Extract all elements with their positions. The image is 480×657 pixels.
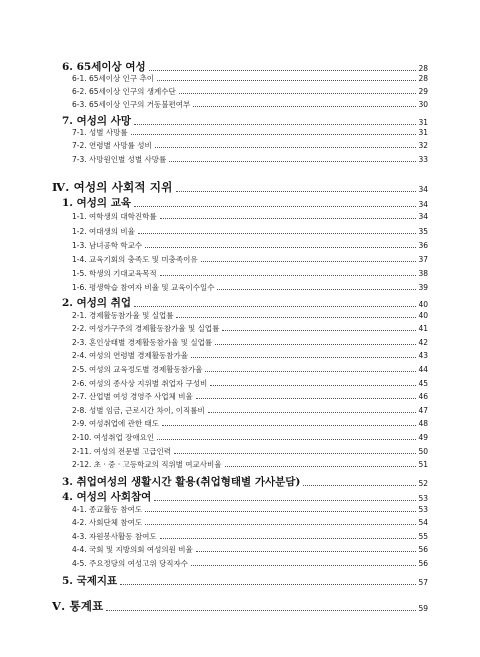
dot-leader <box>174 453 416 454</box>
dot-leader <box>222 330 416 331</box>
dot-leader <box>131 134 417 135</box>
dot-leader <box>162 425 416 426</box>
toc-entry-page-number: 34 <box>418 212 428 221</box>
toc-entry-title: 4-1. 종교활동 참여도 <box>72 505 143 514</box>
toc-entry-title: 6-1. 65세이상 인구 추이 <box>72 74 155 83</box>
toc-entry-section <box>62 492 428 503</box>
toc-entry-sub <box>72 213 428 221</box>
dot-leader <box>205 371 416 372</box>
dot-leader <box>196 551 417 552</box>
dot-leader <box>196 398 417 399</box>
toc-entry-title: 4-5. 주요정당의 여성고위 당직자수 <box>72 559 188 568</box>
toc-entry-page-number: 28 <box>418 74 428 83</box>
toc-entry-sub <box>72 75 428 83</box>
toc-entry-sub <box>72 519 428 527</box>
toc-entry-title: 2-1. 경제활동참가율 및 실업률 <box>72 311 174 320</box>
toc-entry-page-number: 56 <box>418 559 428 568</box>
toc-entry-page-number: 56 <box>418 545 428 554</box>
toc-entry-page-number: 49 <box>418 433 428 442</box>
toc-entry-section <box>62 198 428 209</box>
toc-entry-part <box>52 601 428 613</box>
toc-entry-title: 6. 65세이상 여성 <box>62 61 146 73</box>
dot-leader <box>217 289 416 290</box>
toc-entry-sub <box>72 352 428 360</box>
toc-entry-sub <box>72 560 428 568</box>
toc-entry-page-number: 29 <box>418 87 428 96</box>
toc-entry-page-number: 31 <box>418 118 428 127</box>
toc-entry-page-number: 28 <box>418 64 428 73</box>
toc-entry-section <box>62 477 428 488</box>
toc-entry-section <box>62 116 428 127</box>
toc-entry-sub <box>72 88 428 96</box>
toc-entry-page-number: 31 <box>418 128 428 137</box>
toc-entry-page-number: 46 <box>418 392 428 401</box>
toc-entry-page-number: 43 <box>418 351 428 360</box>
toc-entry-title: 2-12. 초 · 중 · 고등학교의 직위별 여교사비율 <box>72 460 222 469</box>
toc-entry-page-number: 53 <box>418 494 428 503</box>
toc-entry-title: 2-8. 성별 임금, 근로시간 차이, 이직률비 <box>72 406 205 415</box>
toc-entry-sub <box>72 339 428 347</box>
toc-entry-sub <box>72 533 428 541</box>
toc-entry-part <box>52 182 428 194</box>
toc-entry-title: 2-11. 여성의 전문별 고급인력 <box>72 447 172 456</box>
toc-entry-page-number: 40 <box>418 300 428 309</box>
toc-entry-page-number: 38 <box>418 269 428 278</box>
toc-entry-sub <box>72 228 428 236</box>
toc-entry-sub <box>72 284 428 292</box>
toc-entry-sub <box>72 407 428 415</box>
toc-entry-sub <box>72 380 428 388</box>
dot-leader <box>215 344 416 345</box>
toc-entry-page-number: 36 <box>418 241 428 250</box>
dot-leader <box>160 275 417 276</box>
toc-entry-title: 2-9. 여성취업에 관한 태도 <box>72 419 159 428</box>
toc-entry-title: 7. 여성의 사망 <box>62 115 131 127</box>
toc-entry-page-number: 57 <box>418 578 428 587</box>
toc-entry-title: 6-3. 65세이상 인구의 거동불편여부 <box>72 100 191 109</box>
toc-entry-title: 4. 여성의 사회참여 <box>62 491 152 503</box>
dot-leader <box>138 233 417 234</box>
toc-entry-sub <box>72 142 428 150</box>
toc-entry-section <box>62 298 428 309</box>
toc-entry-title: 6-2. 65세이상 인구의 생계수단 <box>72 87 176 96</box>
dot-leader <box>149 70 417 71</box>
toc-entry-page-number: 59 <box>418 604 428 613</box>
toc-entry-title: 7-3. 사망원인별 성별 사망률 <box>72 155 167 164</box>
toc-entry-sub <box>72 156 428 164</box>
dot-leader <box>191 357 416 358</box>
toc-entry-title: 7-1. 성별 사망률 <box>72 128 128 137</box>
toc-entry-sub <box>72 129 428 137</box>
toc-entry-title: 4-3. 자원봉사활동 참여도 <box>72 532 157 541</box>
toc-entry-title: 2. 여성의 취업 <box>62 297 131 309</box>
toc-entry-title: 1. 여성의 교육 <box>62 197 131 209</box>
toc-entry-page-number: 39 <box>418 283 428 292</box>
toc-entry-sub <box>72 312 428 320</box>
toc-entry-page-number: 37 <box>418 255 428 264</box>
dot-leader <box>303 485 416 486</box>
toc-entry-section <box>62 576 428 587</box>
dot-leader <box>160 218 417 219</box>
toc-entry-page-number: 40 <box>418 311 428 320</box>
dot-leader <box>157 439 416 440</box>
toc-entry-title: 2-10. 여성취업 장애요인 <box>72 433 155 442</box>
toc-entry-sub <box>72 101 428 109</box>
toc-entry-title: 2-2. 여성가구주의 경제활동참가율 및 실업률 <box>72 324 220 333</box>
toc-entry-page-number: 32 <box>418 141 428 150</box>
dot-leader <box>179 93 417 94</box>
dot-leader <box>145 524 416 525</box>
dot-leader <box>134 306 416 307</box>
toc-entry-sub <box>72 506 428 514</box>
toc-entry-page-number: 45 <box>418 379 428 388</box>
toc-entry-title: Ⅳ. 여성의 사회적 지위 <box>52 180 173 194</box>
toc-entry-title: 3. 취업여성의 생활시간 활용(취업형태별 가사분담) <box>62 476 301 488</box>
dot-leader <box>210 385 416 386</box>
toc-entry-sub <box>72 366 428 374</box>
toc-entry-sub <box>72 546 428 554</box>
dot-leader <box>154 500 416 501</box>
dot-leader <box>155 147 417 148</box>
dot-leader <box>208 412 417 413</box>
toc-entry-sub <box>72 256 428 264</box>
toc-entry-title: 5. 국제지표 <box>62 575 118 587</box>
toc-entry-section <box>62 62 428 73</box>
dot-leader <box>120 584 416 585</box>
toc-entry-page-number: 55 <box>418 532 428 541</box>
toc-entry-page-number: 42 <box>418 338 428 347</box>
toc-entry-page-number: 53 <box>418 505 428 514</box>
dot-leader <box>176 317 416 318</box>
toc-entry-sub <box>72 434 428 442</box>
toc-entry-title: 2-4. 여성의 연령별 경제활동참가율 <box>72 351 188 360</box>
dot-leader <box>201 261 417 262</box>
dot-leader <box>145 247 416 248</box>
toc-entry-page-number: 33 <box>418 155 428 164</box>
toc-entry-title: 1-3. 남녀공학 학교수 <box>72 241 143 250</box>
toc-entry-sub <box>72 420 428 428</box>
toc-entry-page-number: 52 <box>418 479 428 488</box>
toc-entry-sub <box>72 242 428 250</box>
toc-entry-sub <box>72 393 428 401</box>
toc-entry-page-number: 48 <box>418 419 428 428</box>
toc-entry-sub <box>72 325 428 333</box>
toc-entry-page-number: 50 <box>418 447 428 456</box>
toc-entry-page-number: 34 <box>418 185 428 194</box>
toc-entry-title: 4-4. 국회 및 지방의회 여성의원 비율 <box>72 545 193 554</box>
dot-leader <box>169 161 416 162</box>
dot-leader <box>225 466 417 467</box>
toc-entry-sub <box>72 270 428 278</box>
toc-entry-page-number: 44 <box>418 365 428 374</box>
toc-entry-page-number: 35 <box>418 227 428 236</box>
dot-leader <box>106 610 416 611</box>
toc-entry-title: 1-2. 여대생의 비율 <box>72 227 135 236</box>
toc-entry-title: 7-2. 연령별 사망률 성비 <box>72 141 152 150</box>
toc-entry-page-number: 34 <box>418 200 428 209</box>
dot-leader <box>157 80 416 81</box>
toc-entry-title: 2-3. 혼인상태별 경제활동참가율 및 실업률 <box>72 338 213 347</box>
toc-entry-page-number: 30 <box>418 100 428 109</box>
toc-entry-page-number: 51 <box>418 460 428 469</box>
toc-entry-title: 2-7. 산업별 여성 경영주 사업체 비율 <box>72 392 193 401</box>
toc-entry-title: Ⅴ. 통계표 <box>52 599 104 613</box>
dot-leader <box>191 565 416 566</box>
toc-entry-page-number: 47 <box>418 406 428 415</box>
toc-entry-page-number: 41 <box>418 324 428 333</box>
toc-entry-title: 4-2. 사회단체 참여도 <box>72 518 143 527</box>
toc-entry-sub <box>72 448 428 456</box>
toc-entry-title: 2-6. 여성의 종사상 지위별 취업자 구성비 <box>72 379 208 388</box>
dot-leader <box>145 511 416 512</box>
dot-leader <box>193 106 416 107</box>
dot-leader <box>176 191 417 192</box>
toc-entry-title: 1-4. 교육기회의 충족도 및 미충족이유 <box>72 255 198 264</box>
dot-leader <box>160 538 417 539</box>
dot-leader <box>134 124 416 125</box>
toc-entry-title: 1-5. 학생의 기대교육목적 <box>72 269 157 278</box>
dot-leader <box>134 206 416 207</box>
toc-entry-sub <box>72 461 428 469</box>
toc-entry-title: 1-6. 평생학습 참여자 비율 및 교육이수일수 <box>72 283 215 292</box>
toc-entry-page-number: 54 <box>418 518 428 527</box>
toc-entry-title: 2-5. 여성의 교육정도별 경제활동참가율 <box>72 365 203 374</box>
toc-entry-title: 1-1. 여학생의 대학진학률 <box>72 212 157 221</box>
